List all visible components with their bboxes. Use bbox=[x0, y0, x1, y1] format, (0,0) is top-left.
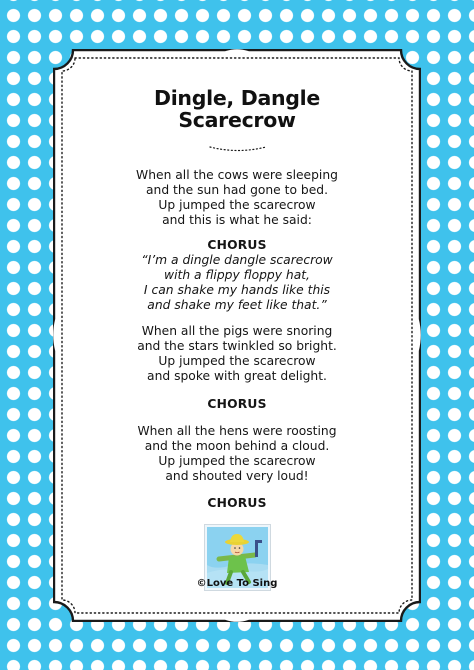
copyright-text: ©Love To Sing bbox=[196, 578, 278, 589]
chorus-line: with a flippy floppy hat, bbox=[164, 268, 310, 282]
verse-line: Up jumped the scarecrow bbox=[158, 198, 316, 212]
verse-line: and this is what he said: bbox=[162, 213, 312, 227]
verse-line: When all the cows were sleeping bbox=[136, 168, 338, 182]
chorus-label: CHORUS bbox=[207, 238, 267, 252]
verse-line: and the stars twinkled so bright. bbox=[137, 339, 337, 353]
chorus-line: “I’m a dingle dangle scarecrow bbox=[141, 253, 333, 267]
verse-line: When all the hens were roosting bbox=[137, 424, 337, 438]
verse-line: and the moon behind a cloud. bbox=[144, 439, 330, 453]
verse-line: and the sun had gone to bed. bbox=[145, 183, 328, 197]
chorus-label: CHORUS bbox=[207, 397, 267, 411]
verse-1 bbox=[53, 168, 421, 228]
chorus-line: and shake my feet like that.” bbox=[147, 298, 327, 312]
verse-line: Up jumped the scarecrow bbox=[158, 354, 316, 368]
verse-line: When all the pigs were snoring bbox=[141, 324, 333, 338]
title-line-2: Scarecrow bbox=[178, 108, 296, 132]
title-line-1: Dingle, Dangle bbox=[153, 86, 321, 110]
chorus-label: CHORUS bbox=[207, 496, 267, 510]
verse-line: Up jumped the scarecrow bbox=[158, 454, 316, 468]
verse-3 bbox=[53, 424, 421, 484]
lyrics-card bbox=[53, 49, 421, 622]
chorus-lyrics bbox=[53, 253, 421, 313]
lyrics-content bbox=[53, 49, 421, 622]
chorus-line: I can shake my hands like this bbox=[143, 283, 331, 297]
verse-2 bbox=[53, 324, 421, 384]
verse-line: and spoke with great delight. bbox=[147, 369, 327, 383]
verse-line: and shouted very loud! bbox=[165, 469, 309, 483]
dotted-divider-icon bbox=[208, 145, 268, 153]
